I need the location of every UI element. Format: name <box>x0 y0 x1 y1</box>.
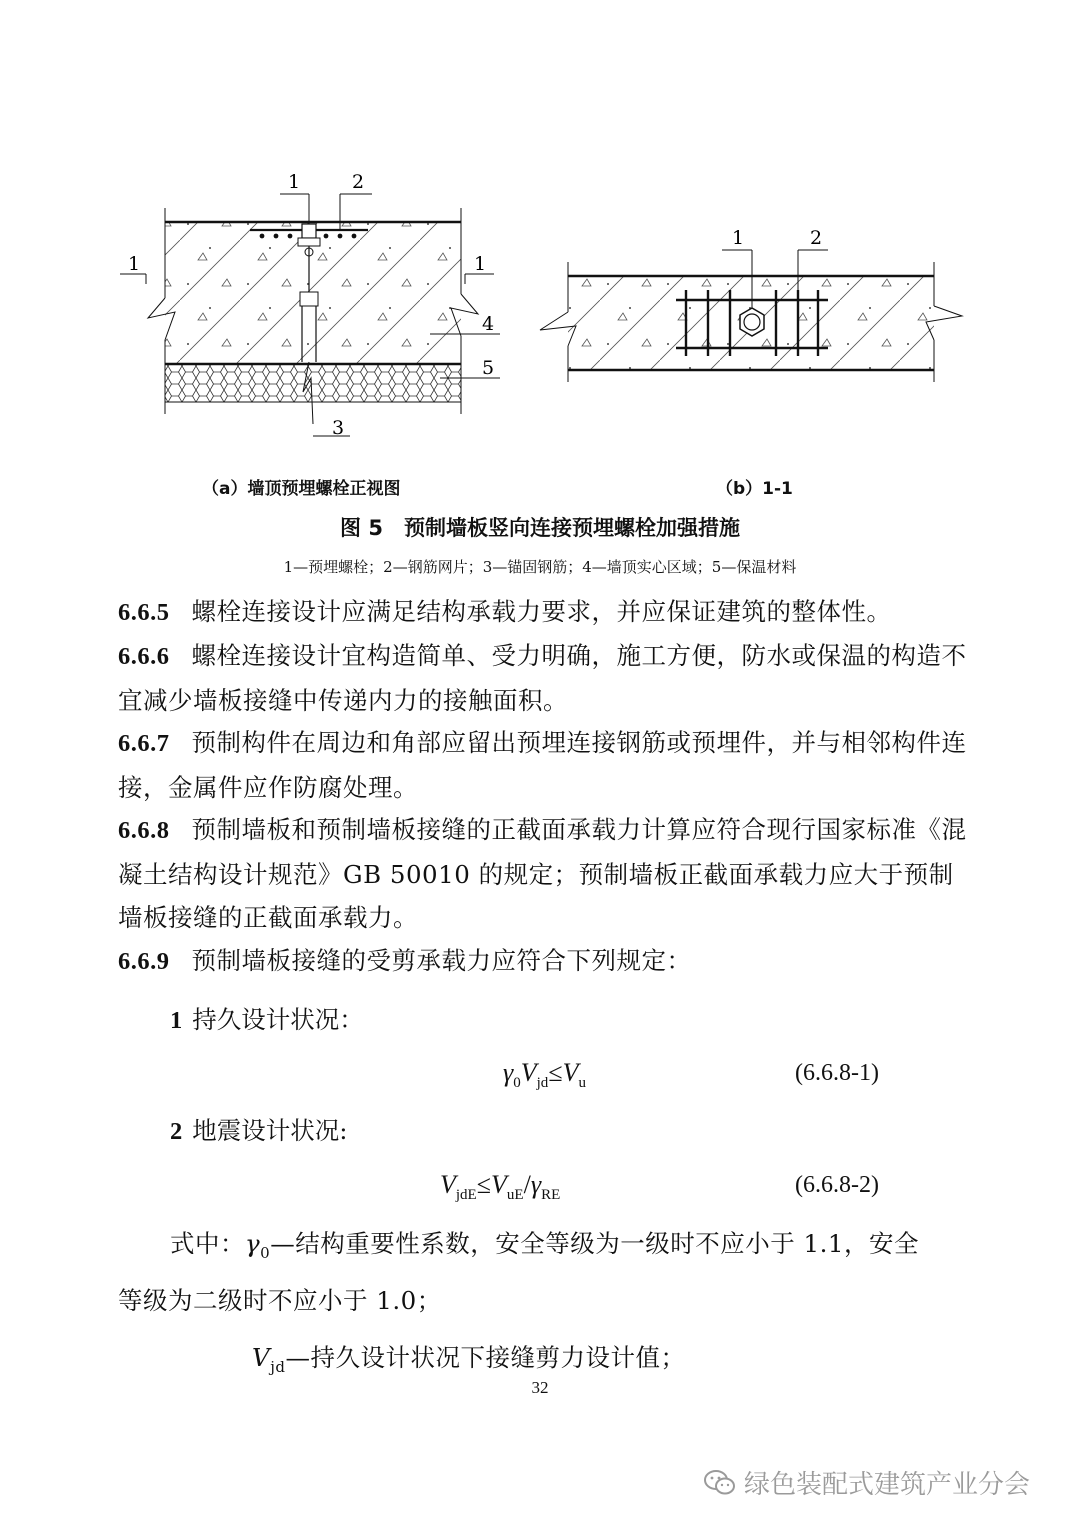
item-number: 1 <box>170 1007 183 1034</box>
label-a-section-right: 1 <box>474 253 487 275</box>
figure-title: 图 5 预制墙板竖向连接预埋螺栓加强措施 <box>340 516 740 540</box>
clause-number: 6.6.6 <box>118 643 170 670</box>
figure-legend: 1—预埋螺栓；2—钢筋网片；3—锚固钢筋；4—墙顶实心区域；5—保温材料 <box>283 558 797 576</box>
clause-number: 6.6.8 <box>118 817 170 844</box>
clause-6-6-7 <box>118 721 970 809</box>
page-number: 32 <box>531 1378 549 1397</box>
caption-a: （a）墙顶预埋螺栓正视图 <box>202 479 401 499</box>
where-gamma0-cont: 等级为二级时不应小于 1.0； <box>118 1286 442 1315</box>
clause-6-6-6 <box>118 634 970 722</box>
formula-1: $\gamma_0V_{jd}\le V_u$ <box>503 1058 586 1092</box>
formula-2: $V_{jdE}\le V_{uE}/\gamma_{RE}$ <box>440 1170 561 1204</box>
item-text: 地震设计状况: <box>192 1116 348 1145</box>
where-gamma0: 式中：$\gamma_0—$结构重要性系数，安全等级为一级时不应小于 1.1，安全 <box>170 1229 919 1262</box>
label-a-section-left: 1 <box>128 253 141 275</box>
label-a-2: 2 <box>352 171 365 193</box>
item-1 <box>170 1001 364 1036</box>
chat-bubble-icon <box>704 1469 736 1497</box>
label-b-1: 1 <box>732 227 745 249</box>
watermark <box>704 1464 1030 1501</box>
label-a-1: 1 <box>288 171 301 193</box>
label-a-3: 3 <box>332 417 345 439</box>
watermark-text: 绿色装配式建筑产业分会 <box>744 1470 1031 1500</box>
clause-number: 6.6.9 <box>118 948 170 975</box>
caption-b: （b）1-1 <box>716 479 793 499</box>
clause-number: 6.6.7 <box>118 730 170 757</box>
clause-6-6-9 <box>118 939 970 984</box>
item-number: 2 <box>170 1118 183 1145</box>
item-text: 持久设计状况： <box>192 1005 364 1034</box>
clause-text: 预制墙板和预制墙板接缝的正截面承载力计算应符合现行国家标准《混凝土结构设计规范》GB 50010 的规定；预制墙板正截面承载力应大于预制墙板接缝的正截面承载力。 <box>118 815 967 932</box>
figure-5-drawing <box>0 0 1080 470</box>
clause-number: 6.6.5 <box>118 599 170 626</box>
clause-text: 预制墙板接缝的受剪承载力应符合下列规定： <box>191 946 692 975</box>
drawing-b <box>540 227 962 382</box>
label-a-4: 4 <box>482 313 495 335</box>
clause-6-6-5 <box>118 590 970 635</box>
label-b-2: 2 <box>810 227 823 249</box>
clause-6-6-8 <box>118 808 970 940</box>
equation-number-1: (6.6.8-1) <box>795 1060 879 1086</box>
clause-text: 预制构件在周边和角部应留出预埋连接钢筋或预埋件，并与相邻构件连接，金属件应作防腐处理。 <box>118 728 967 802</box>
where-vjd: $V_{jd}—$持久设计状况下接缝剪力设计值； <box>252 1343 686 1376</box>
clause-text: 螺栓连接设计宜构造简单、受力明确，施工方便，防水或保温的构造不宜减少墙板接缝中传递内力的接触面积。 <box>118 641 967 715</box>
clause-text: 螺栓连接设计应满足结构承载力要求，并应保证建筑的整体性。 <box>191 597 892 626</box>
drawing-a <box>120 171 500 439</box>
label-a-5: 5 <box>482 357 495 379</box>
equation-number-2: (6.6.8-2) <box>795 1172 879 1198</box>
item-2 <box>170 1112 348 1147</box>
